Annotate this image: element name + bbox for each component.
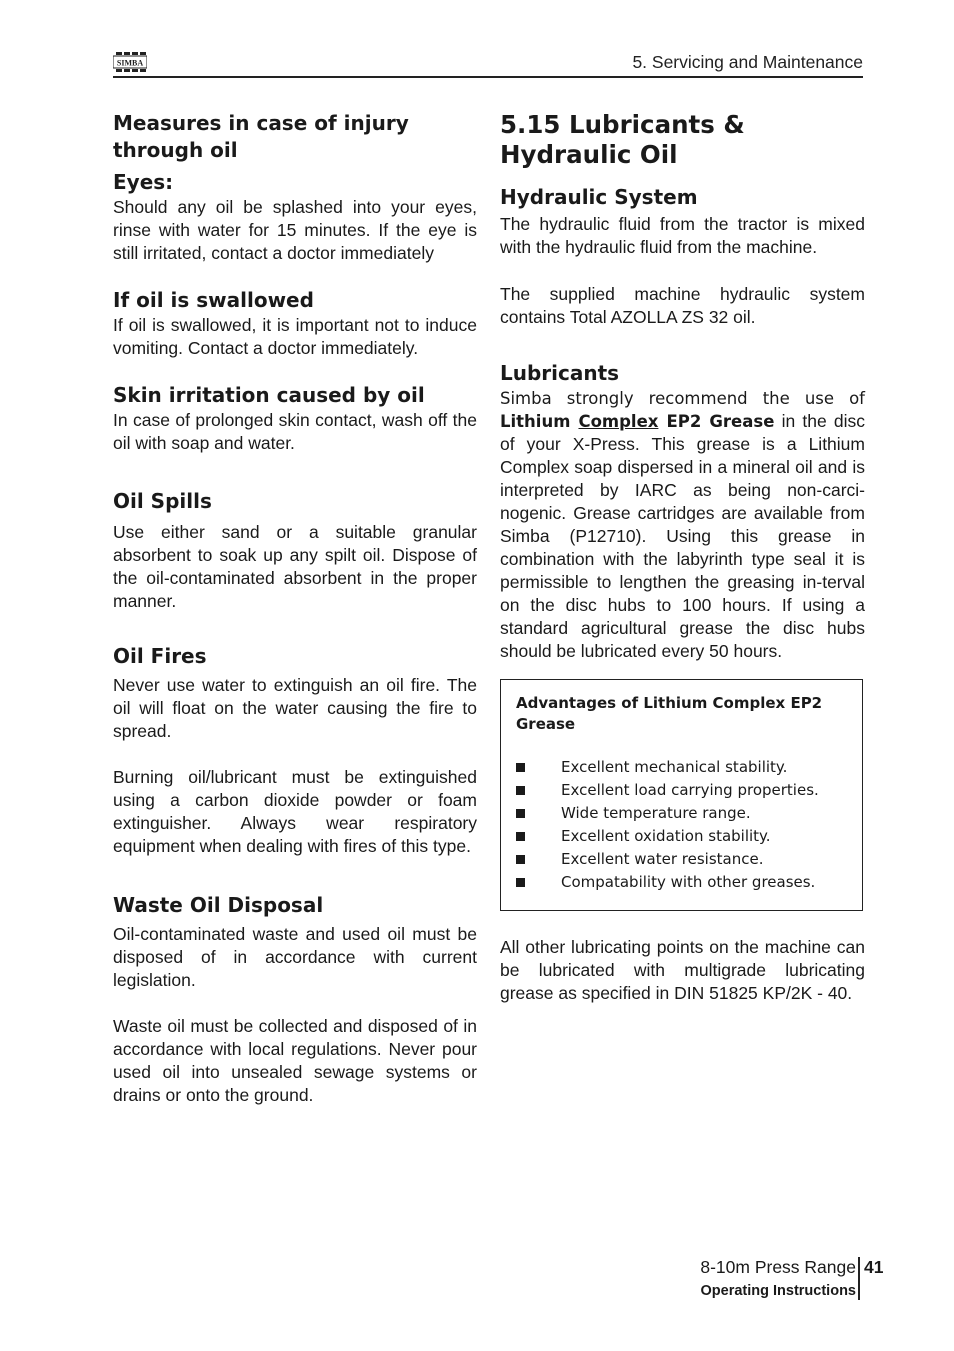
advantages-box (500, 679, 863, 911)
footer-rule (858, 1257, 860, 1300)
advantages-title: Advantages of Lithium Complex EP2 Grease (516, 694, 823, 733)
skin-text: In case of prolonged skin contact, wash off the oil with soap and water. (113, 410, 477, 453)
fires-text-1: Never use water to extinguish an oil fire. The oil will float on the water causing the fire to spread. (113, 675, 477, 741)
lubricants-heading: Lubricants (500, 361, 620, 385)
square-bullet-icon (516, 786, 525, 795)
page-number: 41 (864, 1257, 884, 1277)
list-item: Excellent water resistance. (516, 848, 847, 871)
section-header: 5. Servicing and Maintenance (632, 52, 863, 72)
right-column (500, 110, 865, 1005)
list-item: Compatability with other greases. (516, 871, 847, 894)
swallowed-heading: If oil is swallowed (113, 288, 314, 312)
waste-text-2: Waste oil must be collected and disposed of in accordance with local regulations. Never pour used oil into unsealed sewage systems or drains or onto the ground. (113, 1016, 477, 1105)
waste-text-1: Oil-contaminated waste and used oil must be disposed of in accordance with current legislation. (113, 924, 477, 990)
lubricants-intro: Simba strongly recommend the use of (500, 389, 865, 408)
grease-name-part-1: Lithium (500, 412, 579, 431)
fires-text-2: Burning oil/lubricant must be extinguished using a carbon dioxide powder or foam extinguisher. Always wear respiratory equipment when dealing with fires of this type. (113, 767, 477, 856)
footer-title: 8-10m Press Range (700, 1257, 856, 1277)
square-bullet-icon (516, 832, 525, 841)
square-bullet-icon (516, 809, 525, 818)
square-bullet-icon (516, 855, 525, 864)
logo-text: SIMBA (116, 58, 144, 68)
eyes-heading: Eyes: (113, 170, 174, 194)
grease-name-part-2: EP2 Grease (658, 412, 775, 431)
waste-heading: Waste Oil Disposal (113, 893, 324, 917)
skin-heading: Skin irritation caused by oil (113, 383, 425, 407)
list-item: Excellent mechanical stability. (516, 756, 847, 779)
simba-logo (113, 52, 147, 72)
other-lubrication-text: All other lubricating points on the machine can be lubricated with multigrade lubricating grease as specified in DIN 51825 KP/2K - 40. (500, 937, 865, 1003)
header-rule (113, 76, 863, 78)
left-column (113, 110, 477, 1107)
hydraulic-heading: Hydraulic System (500, 185, 698, 209)
square-bullet-icon (516, 763, 525, 772)
grease-name-complex: Complex (578, 412, 659, 431)
advantages-list (516, 756, 847, 894)
spills-text: Use either sand or a suitable granular absorbent to soak up any spilt oil. Dispose of the oil-contaminated absorbent in the proper manner. (113, 522, 477, 611)
hydraulic-text-1: The hydraulic fluid from the tractor is mixed with the hydraulic fluid from the machine. (500, 214, 865, 257)
spills-heading: Oil Spills (113, 489, 212, 513)
footer-subtitle: Operating Instructions (700, 1283, 856, 1299)
swallowed-text: If oil is swallowed, it is important not to induce vomiting. Contact a doctor immediately. (113, 315, 477, 358)
lubricants-text (500, 387, 865, 663)
injury-heading: Measures in case of injury through oil (113, 111, 409, 162)
fires-heading: Oil Fires (113, 644, 207, 668)
section-title: 5.15 Lubricants & Hydraulic Oil (500, 110, 745, 169)
square-bullet-icon (516, 878, 525, 887)
hydraulic-text-2: The supplied machine hydraulic system contains Total AZOLLA ZS 32 oil. (500, 284, 865, 327)
eyes-text: Should any oil be splashed into your eyes, rinse with water for 15 minutes. If the eye is still irritated, contact a doctor immediately (113, 197, 477, 263)
list-item: Excellent oxidation stability. (516, 825, 847, 848)
list-item: Excellent load carrying properties. (516, 779, 847, 802)
list-item: Wide temperature range. (516, 802, 847, 825)
lubricants-body: in the disc of your X-Press. This grease is a Lithium Complex soap dispersed in a mineral oil and is interpreted by IARC as being non-carci-nogenic. Grease cartridges are available from Simba (P12710). Using this grease in combination with the labyrinth type seal it is permissible to lengthen the greasing in-terval on the disc hubs to 100 hours. If using a standard agricultural grease the disc hubs should be lubricated every 50 hours. (500, 411, 865, 661)
